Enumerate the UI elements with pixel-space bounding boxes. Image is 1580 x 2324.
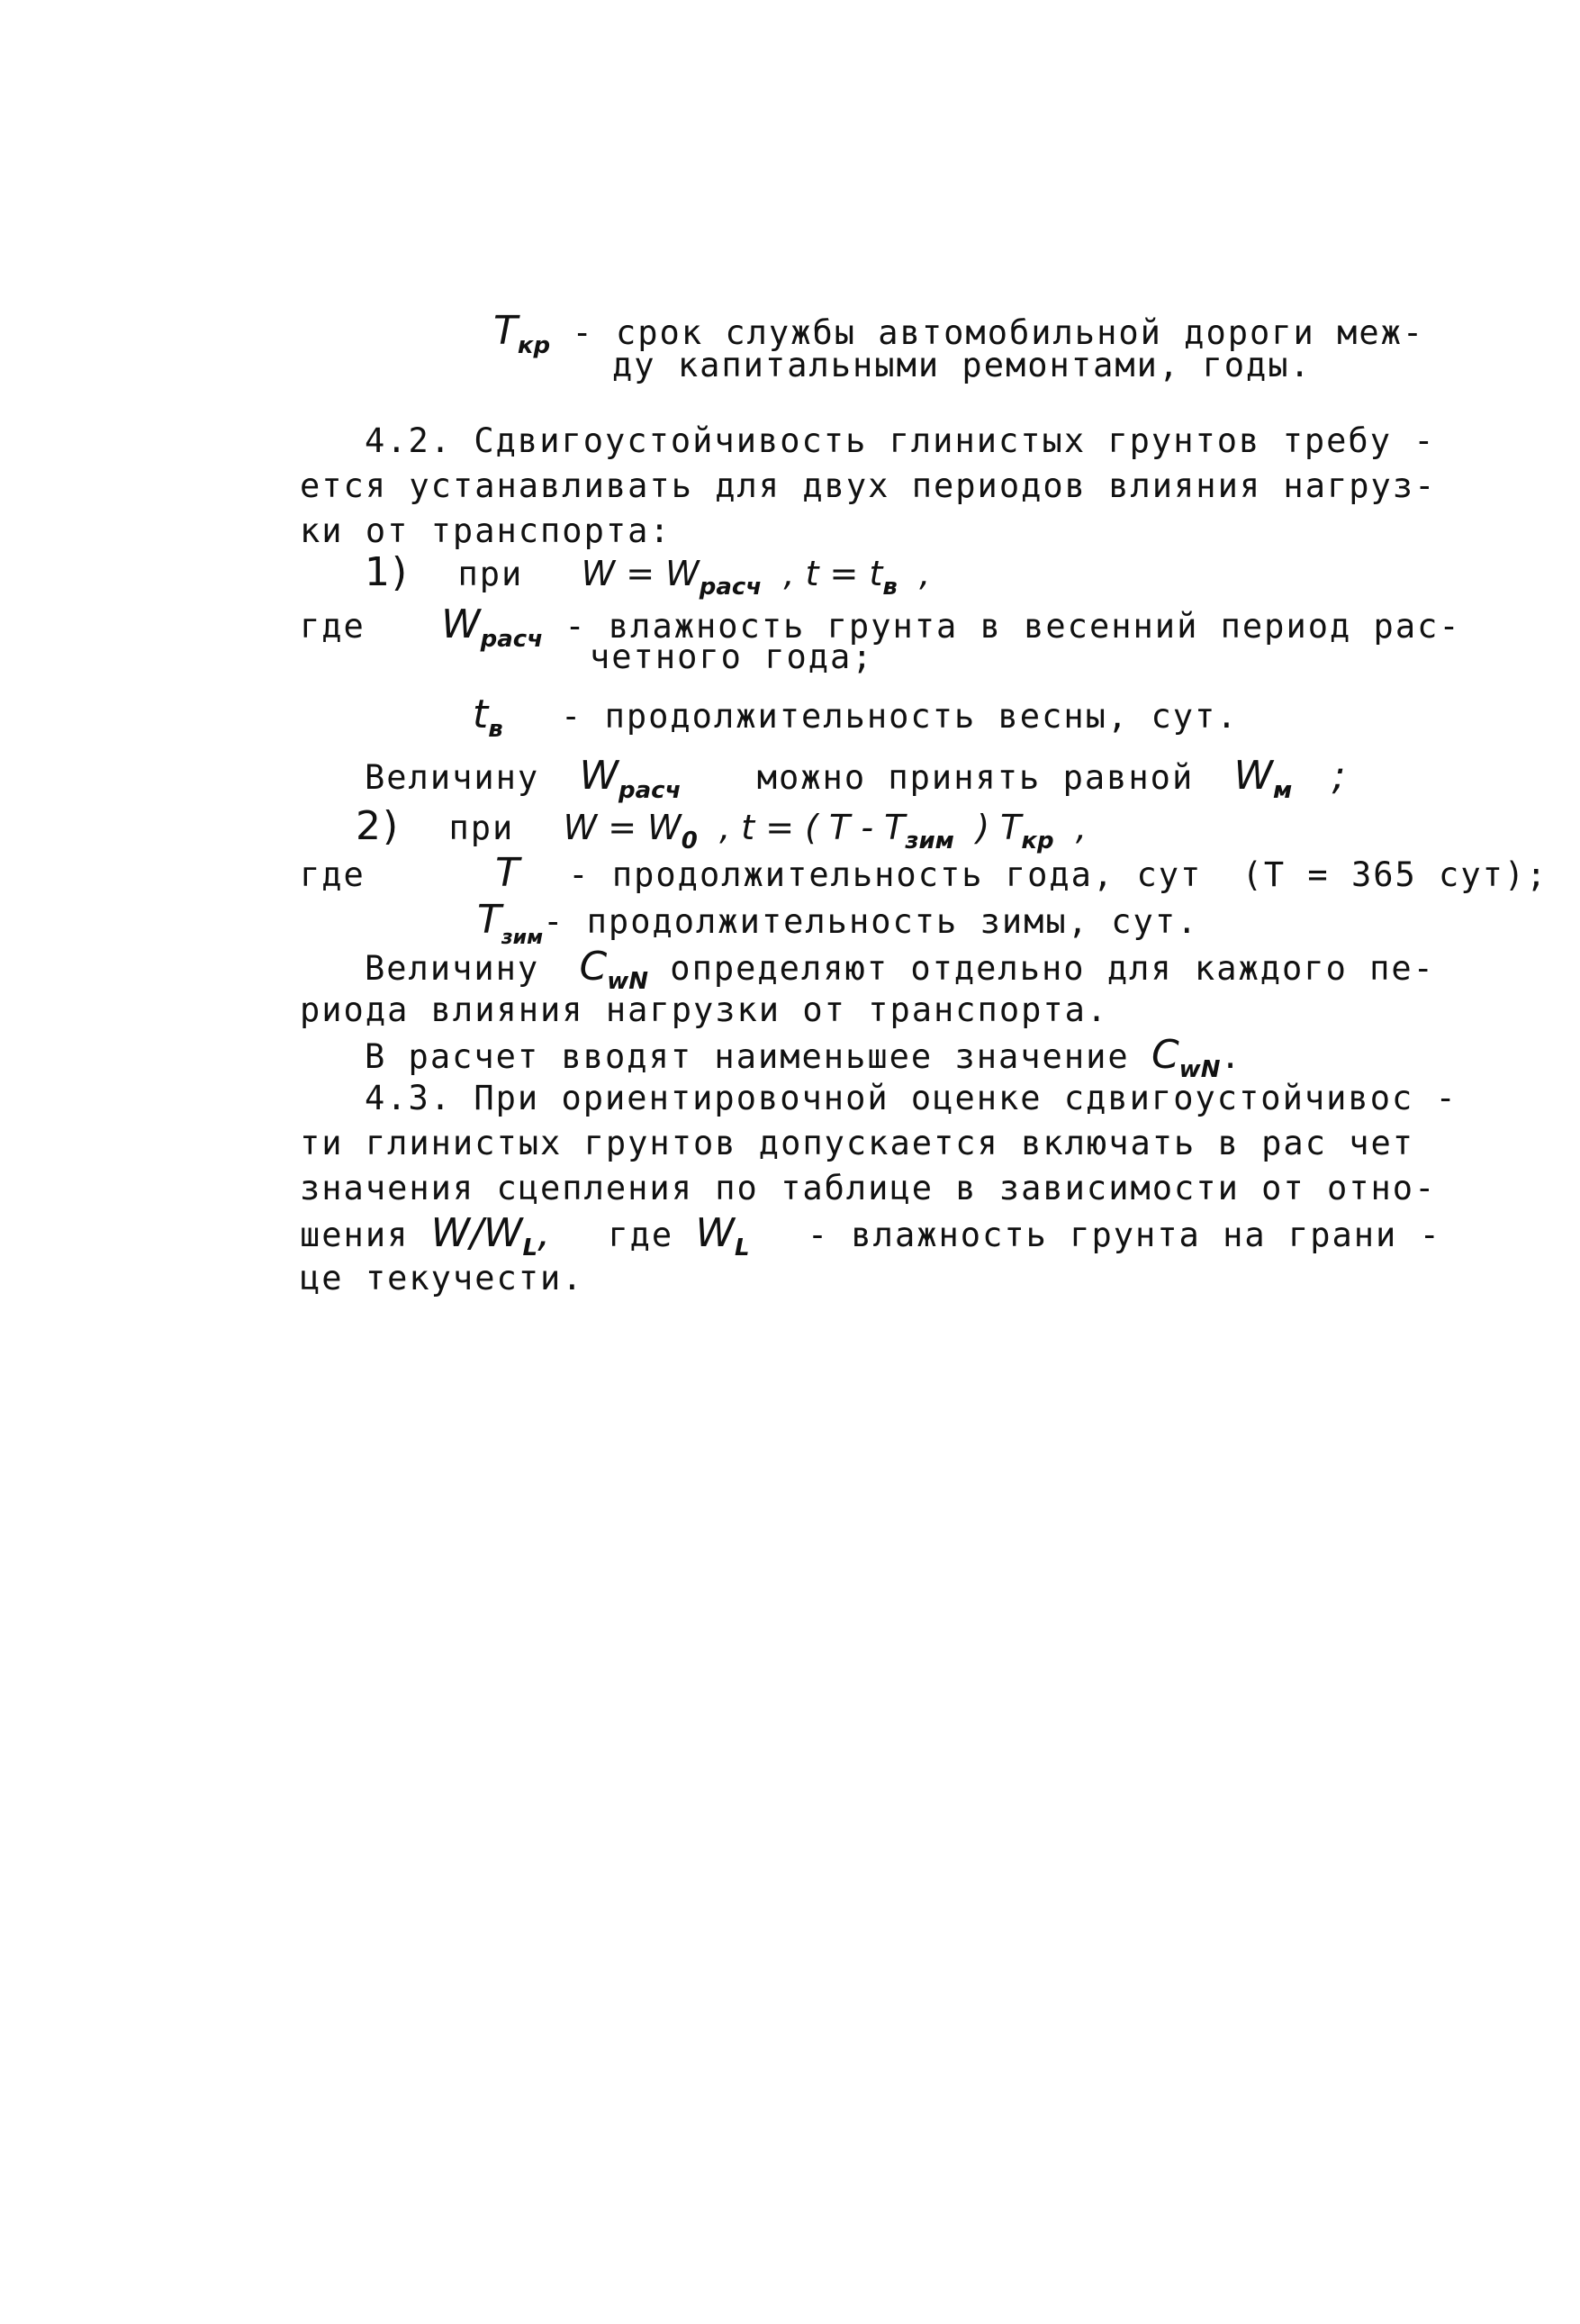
p43-line-2: ти глинистых грунтов допускается включать в рас чет bbox=[300, 1124, 1415, 1162]
tv-symbol: t bbox=[473, 692, 489, 737]
p43-gde: где bbox=[608, 1216, 674, 1254]
wrasch-def-line-1 bbox=[300, 601, 1461, 659]
case-1-eq-c: , bbox=[919, 554, 931, 593]
p43-line-1: 4.3. При ориентировочной оценке сдвигоустойчивос - bbox=[365, 1079, 1458, 1117]
vel-end: ; bbox=[1332, 753, 1346, 799]
p43-ratio-symbol: W/W bbox=[430, 1210, 523, 1256]
wrasch-desc-line-2: четного года; bbox=[590, 638, 874, 676]
wrasch-symbol: W bbox=[441, 601, 481, 647]
tkr-symbol: T bbox=[493, 308, 518, 354]
T-desc: продолжительность года, сут bbox=[611, 855, 1203, 894]
tkr-desc-line-2: ду капитальными ремонтами, годы. bbox=[612, 346, 1312, 384]
vel-pre: Величину bbox=[365, 758, 540, 797]
case-1-pri: при bbox=[457, 555, 524, 593]
tv-dash: - bbox=[561, 697, 583, 736]
wrasch-desc-line-1: влажность грунта в весенний период рас- bbox=[608, 607, 1461, 646]
p42-line-3: ки от транспорта: bbox=[300, 511, 672, 550]
p43-comma: , bbox=[537, 1210, 551, 1256]
vel2-pre: Величину bbox=[365, 949, 540, 988]
cwn-subscript: wN bbox=[607, 968, 649, 995]
p43-line-5: це текучести. bbox=[300, 1259, 584, 1298]
p43-ratio-subscript: L bbox=[522, 1234, 538, 1261]
Tzim-dash: - bbox=[543, 902, 565, 941]
gde-label: где bbox=[300, 607, 366, 646]
case-1-eq-a: W = W bbox=[581, 554, 700, 593]
p43-wl-symbol: W bbox=[695, 1210, 735, 1256]
case-2-eq-c: ) T bbox=[976, 808, 1022, 847]
case-1-eq-sub: расч bbox=[699, 574, 763, 601]
case-1-number: 1) bbox=[365, 549, 410, 595]
vvod-end: . bbox=[1220, 1037, 1242, 1076]
case-2-sub-zim: зим bbox=[905, 827, 954, 855]
T-note: (T = 365 сут); bbox=[1241, 855, 1548, 894]
case-2-condition bbox=[356, 803, 1087, 861]
T-dash: - bbox=[568, 855, 591, 894]
cwn-symbol: C bbox=[579, 944, 608, 990]
p42-line-1: 4.2. Сдвигоустойчивость глинистых грунтов требу - bbox=[365, 421, 1436, 460]
vel-wrasch-subscript: расч bbox=[618, 777, 682, 804]
T-symbol: T bbox=[495, 850, 519, 896]
wrasch-subscript: расч bbox=[480, 626, 544, 653]
tv-def bbox=[473, 692, 1239, 749]
tv-desc: продолжительность весны, сут. bbox=[604, 697, 1239, 736]
case-2-eq-d: , bbox=[1075, 808, 1087, 847]
p43-wl-subscript: L bbox=[735, 1234, 750, 1261]
case-1-eq-sub-2: в bbox=[882, 574, 898, 601]
case-2-sub-0: 0 bbox=[681, 827, 698, 855]
Tzim-symbol: T bbox=[477, 897, 501, 943]
T-def bbox=[300, 850, 1548, 896]
case-2-eq-a: W = W bbox=[563, 808, 682, 847]
case-2-number: 2) bbox=[356, 803, 401, 849]
vvod-cwn-subscript: wN bbox=[1178, 1056, 1221, 1083]
case-2-pri: при bbox=[448, 809, 515, 847]
p43-line-3: значения сцепления по таблице в зависимости от отно- bbox=[300, 1169, 1437, 1207]
tv-subscript: в bbox=[488, 716, 503, 743]
wrasch-dash: - bbox=[564, 607, 587, 646]
case-2-sub-kr: кр bbox=[1021, 827, 1054, 855]
vvod-text: В расчет вводят наименьшее значение bbox=[365, 1037, 1130, 1076]
vel2-line-1: определяют отдельно для каждого пе- bbox=[670, 949, 1435, 988]
tkr-desc-line-1: срок службы автомобильной дороги меж- bbox=[616, 313, 1425, 352]
p43-shenia: шения bbox=[300, 1216, 410, 1254]
vel-mid: можно принять равной bbox=[756, 758, 1195, 797]
Tzim-subscript: зим bbox=[501, 927, 544, 949]
p42-line-2: ется устанавливать для двух периодов влияния нагруз- bbox=[300, 466, 1437, 505]
tkr-subscript: кр bbox=[517, 332, 551, 359]
p43-line-4-rest: - влажность грунта на грани - bbox=[807, 1216, 1441, 1254]
gde-label-2: где bbox=[300, 855, 366, 894]
tkr-dash: - bbox=[572, 313, 594, 352]
case-2-eq-b: , t = ( T - T bbox=[719, 808, 906, 847]
vel-cwn-line-2: риода влияния нагрузки от транспорта. bbox=[300, 990, 1109, 1029]
Tzim-desc: продолжительность зимы, сут. bbox=[586, 902, 1199, 941]
vel-wrasch-line bbox=[365, 753, 1346, 810]
case-1-condition bbox=[365, 549, 931, 607]
vel-wm-symbol: W bbox=[1233, 753, 1274, 799]
case-1-eq-b: , t = t bbox=[783, 554, 883, 593]
vel-wm-subscript: м bbox=[1273, 777, 1293, 804]
vvod-cwn-symbol: C bbox=[1151, 1032, 1179, 1078]
vel-wrasch-symbol: W bbox=[579, 753, 619, 799]
